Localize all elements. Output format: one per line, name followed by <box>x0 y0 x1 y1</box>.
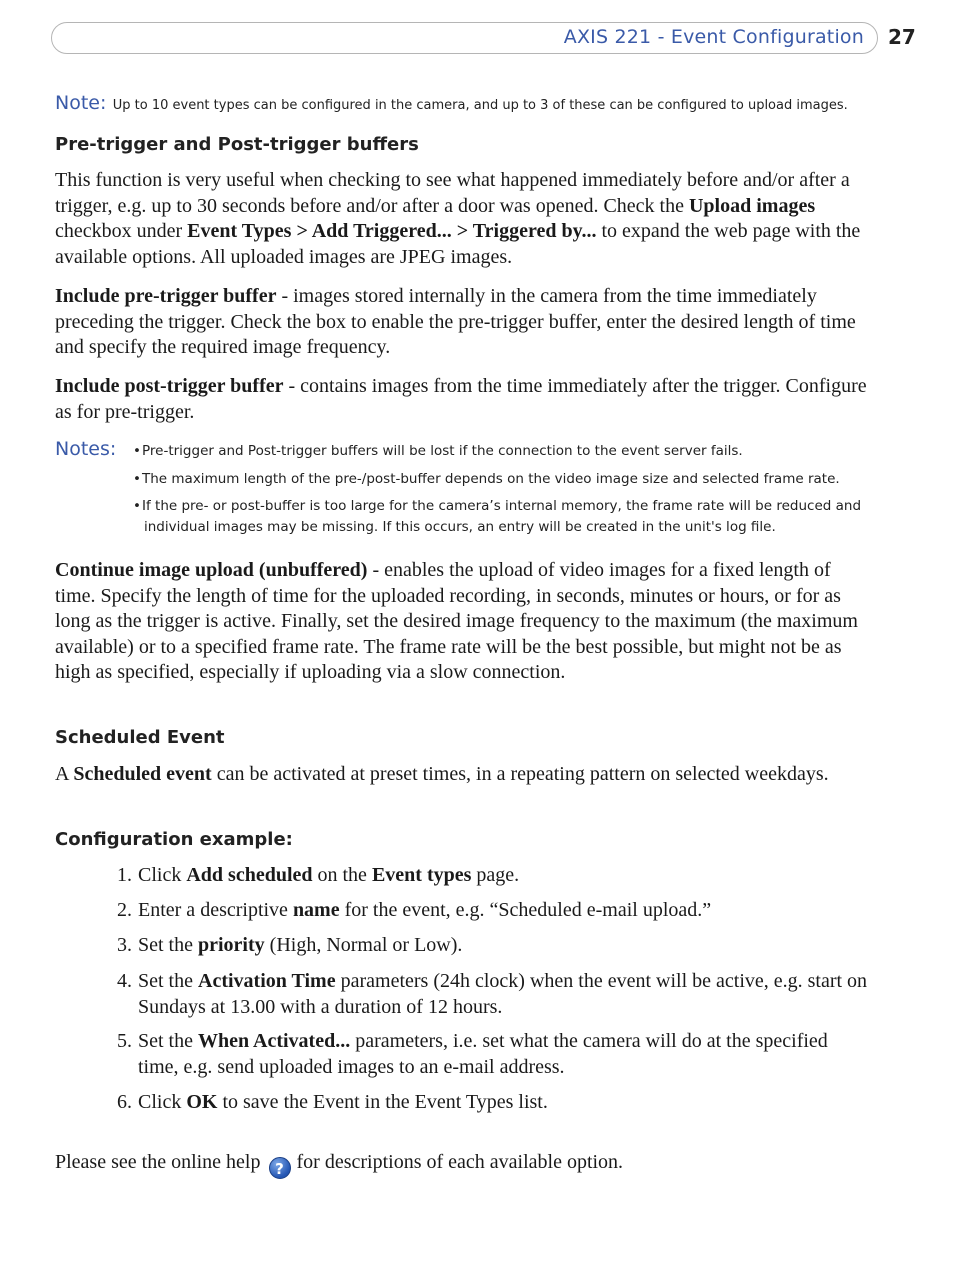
section-heading-config: Configuration example: <box>55 829 293 850</box>
text: page. <box>471 864 520 886</box>
note-text: Up to 10 event types can be configured in the camera, and up to 3 of these can be configured to upload images. <box>112 98 848 113</box>
paragraph-pre-trigger <box>55 284 875 361</box>
text: to expand the web page with the available options. All uploaded images are JPEG images. <box>55 220 861 268</box>
step-number: 2. <box>117 899 132 921</box>
config-step <box>110 898 870 924</box>
help-question-icon[interactable]: ? <box>269 1157 291 1179</box>
bold-text: Scheduled event <box>73 763 212 785</box>
text: parameters, i.e. set what the camera will do at the specified time, e.g. send uploaded images to an e-mail address. <box>138 1030 828 1078</box>
config-step <box>110 933 870 959</box>
config-step <box>110 1029 870 1080</box>
text: Enter a descriptive <box>138 899 293 921</box>
text: Set the <box>138 1030 198 1052</box>
notes-item-text: If the pre- or post-buffer is too large for the camera’s internal memory, the frame rate will be reduced and <box>142 498 862 514</box>
text: Please see the online help <box>55 1151 261 1173</box>
text: - contains images from the time immediately after the trigger. Configure as for pre-trigger. <box>55 375 867 423</box>
bold-text: priority <box>198 934 265 956</box>
page-header-title: AXIS 221 - Event Configuration <box>563 26 864 48</box>
config-step <box>110 969 870 1020</box>
paragraph-post-trigger <box>55 374 875 425</box>
paragraph-scheduled <box>55 762 875 788</box>
bold-text: Continue image upload (unbuffered) <box>55 559 368 581</box>
bold-text: name <box>292 899 340 921</box>
text: - images stored internally in the camera from the time immediately preceding the trigger. Check the box to enable the pre-trigger buffer, enter the desired length of time and specify the required image frequency. <box>55 285 856 358</box>
bold-text: Upload images <box>688 194 816 217</box>
text: parameters (24h clock) when the event will be active, e.g. start on Sundays at 13.00 with a duration of 12 hours. <box>138 970 868 1018</box>
text: on the <box>312 864 372 886</box>
notes-item: •The maximum length of the pre-/post-buffer depends on the video image size and selected frame rate. <box>133 471 840 487</box>
text: A <box>55 763 74 785</box>
text: checkbox under <box>55 220 188 242</box>
note <box>55 90 875 119</box>
step-number: 6. <box>117 1091 132 1113</box>
step-number: 1. <box>117 864 132 886</box>
text: can be activated at preset times, in a repeating pattern on selected weekdays. <box>211 763 829 785</box>
notes-item: •Pre-trigger and Post-trigger buffers will be lost if the connection to the event server fails. <box>133 443 743 459</box>
text: (High, Normal or Low). <box>264 934 463 956</box>
paragraph-continue-upload <box>55 558 875 686</box>
notes-item-text: individual images may be missing. If this occurs, an entry will be created in the unit's log file. <box>144 519 776 535</box>
notes-item-text: Pre-trigger and Post-trigger buffers will be lost if the connection to the event server fails. <box>142 443 743 459</box>
text: - enables the upload of video images for a fixed length of time. Specify the length of time for the uploaded recording, in seconds, minutes or hours, or for as long as the trigger is active. Finally, set the desired image frequency to the maximum (the maximum available) or to a specified frame rate. The frame rate will be the best possible, but might not be as high as specified, especially if uploading via a slow connection. <box>55 559 858 683</box>
notes-item-text: The maximum length of the pre-/post-buffer depends on the video image size and selected frame rate. <box>142 471 840 487</box>
text: Set the <box>138 970 198 992</box>
section-heading-buffers: Pre-trigger and Post-trigger buffers <box>55 134 419 155</box>
notes-label: Notes: <box>55 438 117 460</box>
bold-text: When Activated... <box>198 1030 351 1052</box>
notes-item: •If the pre- or post-buffer is too large for the camera’s internal memory, the frame rate will be reduced and individual images may be missing. If this occurs, an entry will be created in the unit's log file. <box>133 496 883 538</box>
text: for the event, e.g. “Scheduled e-mail upload.” <box>339 899 712 921</box>
bold-text: OK <box>186 1091 218 1113</box>
section-heading-scheduled: Scheduled Event <box>55 727 225 748</box>
page-number: 27 <box>888 25 916 49</box>
bold-text: Event types <box>371 864 472 886</box>
paragraph-online-help <box>55 1150 875 1179</box>
bold-text: Event Types > Add Triggered... > Triggered by... <box>187 220 597 242</box>
step-number: 3. <box>117 934 132 956</box>
bold-text: Include post-trigger buffer <box>55 375 284 397</box>
config-step <box>110 863 870 889</box>
text: Click <box>138 1091 187 1113</box>
text: This function is very useful when checking to see what happened immediately before and/or after a trigger, e.g. up to 30 seconds before and/or after a door was opened. Check the <box>55 169 850 217</box>
text: to save the Event in the Event Types list. <box>217 1091 548 1113</box>
text: Click <box>138 864 187 886</box>
bold-text: Include pre-trigger buffer <box>55 285 277 307</box>
bold-text: Activation Time <box>198 970 336 992</box>
bold-text: Add scheduled <box>186 864 313 886</box>
text: Set the <box>138 934 198 956</box>
step-number: 4. <box>117 970 132 992</box>
paragraph-buffers-intro <box>55 168 875 270</box>
config-step <box>110 1090 870 1116</box>
text: for descriptions of each available option. <box>296 1151 624 1173</box>
note-label: Note: <box>55 92 107 114</box>
step-number: 5. <box>117 1030 132 1052</box>
